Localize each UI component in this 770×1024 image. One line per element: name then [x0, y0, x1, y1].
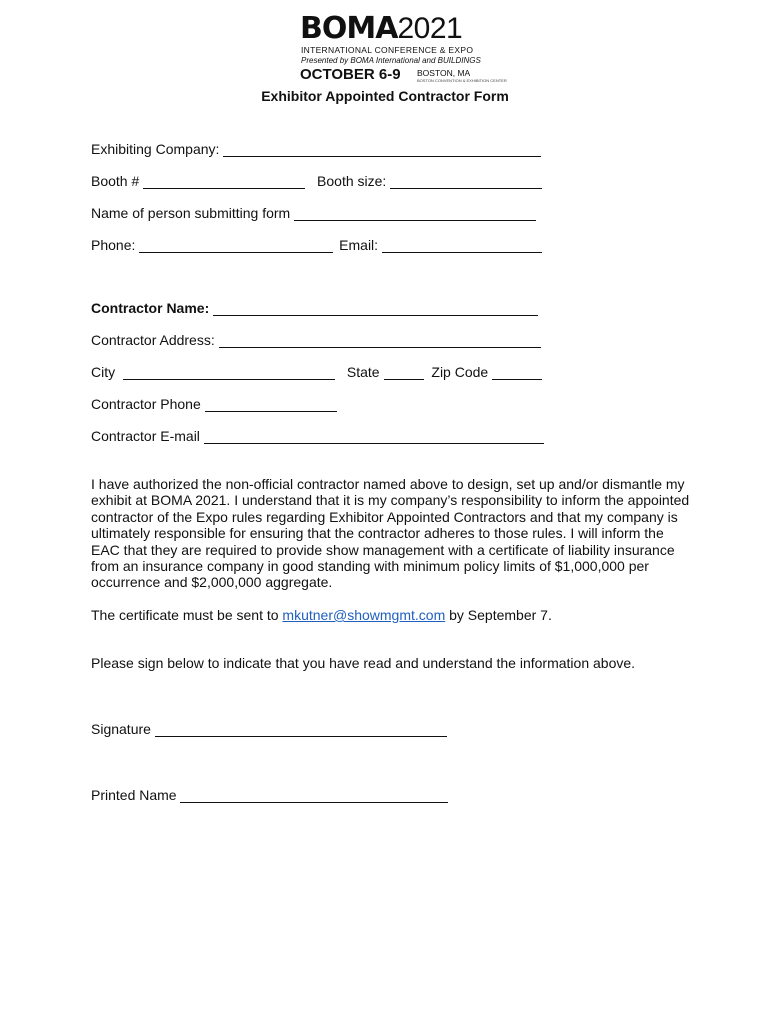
- booth-size-field[interactable]: [390, 174, 542, 189]
- zip-field[interactable]: [492, 365, 542, 380]
- contractor-address-field[interactable]: [219, 333, 541, 348]
- boma-2021-logo: [300, 11, 507, 84]
- contractor-phone-label: Contractor Phone: [91, 396, 201, 412]
- contractor-phone-row: [91, 395, 337, 413]
- contractor-email-field[interactable]: [204, 429, 544, 444]
- certificate-prefix: The certificate must be sent to: [91, 607, 279, 623]
- logo-brand: [300, 11, 463, 46]
- contractor-phone-field[interactable]: [205, 397, 337, 412]
- submitter-row: [91, 204, 536, 222]
- logo-venue: BOSTON CONVENTION & EXHIBITION CENTER: [417, 78, 507, 83]
- phone-email-row: [91, 236, 542, 254]
- logo-presented-by: Presented by BOMA International and BUILDINGS: [301, 56, 481, 65]
- logo-dates: OCTOBER 6-9: [300, 66, 401, 83]
- printed-name-field[interactable]: [180, 788, 448, 803]
- booth-number-label: Booth #: [91, 173, 140, 189]
- contractor-name-row: [91, 299, 538, 317]
- city-label: City: [91, 364, 116, 380]
- form-title: Exhibitor Appointed Contractor Form: [261, 88, 509, 104]
- exhibiting-company-label: Exhibiting Company:: [91, 141, 220, 157]
- state-label: State: [346, 364, 380, 380]
- printed-name-label: Printed Name: [91, 787, 177, 803]
- submitter-field[interactable]: [294, 206, 536, 221]
- email-label: Email:: [339, 237, 379, 253]
- sign-instruction: Please sign below to indicate that you have read and understand the information above.: [91, 655, 636, 671]
- contractor-address-label: Contractor Address:: [91, 332, 215, 348]
- zip-label: Zip Code: [431, 364, 489, 380]
- logo-boma: BOMA: [300, 11, 398, 46]
- contractor-name-field[interactable]: [213, 301, 538, 316]
- certificate-email-link[interactable]: mkutner@showmgmt.com: [282, 607, 446, 623]
- email-field[interactable]: [382, 238, 542, 253]
- phone-field[interactable]: [139, 238, 333, 253]
- booth-size-label: Booth size:: [317, 173, 387, 189]
- signature-row: [91, 720, 447, 738]
- logo-city: BOSTON, MA: [417, 68, 471, 78]
- submitter-label: Name of person submitting form: [91, 205, 291, 221]
- exhibiting-company-field[interactable]: [223, 142, 541, 157]
- city-field[interactable]: [123, 365, 335, 380]
- state-field[interactable]: [384, 365, 424, 380]
- logo-year: 2021: [397, 12, 463, 45]
- signature-field[interactable]: [155, 722, 447, 737]
- certificate-instruction: [91, 606, 552, 624]
- authorization-paragraph: I have authorized the non-official contractor named above to design, set up and/or dismantle my exhibit at BOMA 2021. I understand that it is my company’s responsibility to inform the appointed contractor of the Expo rules regarding Exhibitor Appointed Contractors and that my company is ultimately responsible for ensuring that the contractor adheres to those rules. I will inform the EAC that they are required to provide show management with a certificate of liability insurance from an insurance company in good standing with minimum policy limits of $1,000,000 per occurrence and $2,000,000 aggregate.: [91, 476, 690, 591]
- exhibiting-company-row: [91, 140, 541, 158]
- printed-name-row: [91, 786, 448, 804]
- contractor-email-row: [91, 427, 544, 445]
- phone-label: Phone:: [91, 237, 136, 253]
- signature-label: Signature: [91, 721, 151, 737]
- contractor-email-label: Contractor E-mail: [91, 428, 200, 444]
- contractor-name-label: Contractor Name:: [91, 300, 210, 316]
- certificate-suffix: by September 7.: [449, 607, 552, 623]
- logo-conference: INTERNATIONAL CONFERENCE & EXPO: [301, 45, 474, 55]
- contractor-address-row: [91, 331, 541, 349]
- booth-row: [91, 172, 542, 190]
- booth-number-field[interactable]: [143, 174, 305, 189]
- city-state-zip-row: [91, 363, 542, 381]
